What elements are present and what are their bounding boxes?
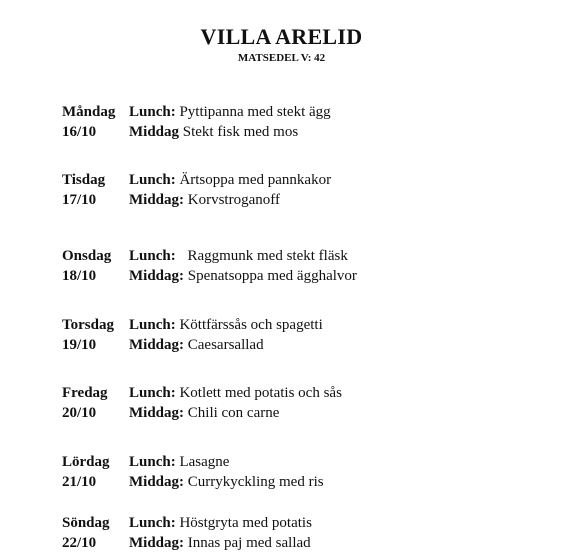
lunch-row: [62, 246, 542, 266]
lunch-label: Lunch:: [129, 454, 176, 470]
day-block-tisdag: [62, 170, 542, 210]
day-name: Onsdag: [62, 248, 112, 264]
lunch-row: [62, 383, 542, 403]
dinner-entry: [129, 533, 311, 553]
lunch-dish: Ärtsoppa med pannkakor: [179, 172, 332, 188]
dinner-dish: Currykyckling med ris: [187, 474, 324, 490]
dinner-dish: Korvstroganoff: [187, 192, 280, 208]
dinner-entry: [129, 266, 357, 286]
dinner-dish: Spenatsoppa med ägghalvor: [187, 268, 357, 284]
lunch-entry: [129, 383, 342, 403]
day-name: Måndag: [62, 104, 116, 120]
dinner-row: [62, 335, 542, 355]
dinner-label: Middag:: [129, 192, 185, 208]
dinner-dish: Caesarsallad: [187, 337, 264, 353]
dinner-entry: [129, 190, 280, 210]
dinner-entry: [129, 472, 324, 492]
day-block-sondag: [62, 513, 542, 553]
dinner-label: Middag:: [129, 474, 185, 490]
lunch-entry: [129, 102, 331, 122]
lunch-label: Lunch:: [129, 104, 176, 120]
lunch-label: Lunch:: [129, 515, 176, 531]
lunch-row: [62, 452, 542, 472]
dinner-entry: [129, 403, 279, 423]
page-subtitle: MATSEDEL V: 42: [237, 52, 326, 64]
lunch-entry: [129, 452, 229, 472]
lunch-label: Lunch:: [129, 248, 176, 264]
day-block-mandag: [62, 102, 542, 142]
dinner-label: Middag:: [129, 268, 185, 284]
dinner-row: [62, 403, 542, 423]
dinner-label: Middag:: [129, 337, 185, 353]
day-name: Lördag: [62, 454, 110, 470]
dinner-row: [62, 472, 542, 492]
dinner-row: [62, 266, 542, 286]
lunch-dish: Kotlett med potatis och sås: [179, 385, 342, 401]
dinner-label: Middag: [129, 124, 180, 140]
dinner-label: Middag:: [129, 535, 185, 551]
lunch-label: Lunch:: [129, 172, 176, 188]
lunch-label: Lunch:: [129, 385, 176, 401]
dinner-label: Middag:: [129, 405, 185, 421]
lunch-dish: Köttfärssås och spagetti: [179, 317, 323, 333]
dinner-row: [62, 533, 542, 553]
lunch-row: [62, 102, 542, 122]
day-date: 17/10: [62, 192, 97, 208]
day-date: 22/10: [62, 535, 97, 551]
dinner-row: [62, 122, 542, 142]
lunch-dish: Höstgryta med potatis: [179, 515, 312, 531]
lunch-entry: [129, 170, 331, 190]
dinner-dish: Stekt fisk med mos: [182, 124, 299, 140]
lunch-row: [62, 315, 542, 335]
dinner-dish: Chili con carne: [187, 405, 280, 421]
page-title: VILLA ARELID: [200, 24, 363, 49]
day-name: Söndag: [62, 515, 110, 531]
day-date: 21/10: [62, 474, 97, 490]
dinner-dish: Innas paj med sallad: [187, 535, 311, 551]
day-block-torsdag: [62, 315, 542, 355]
lunch-dish: Lasagne: [179, 454, 230, 470]
day-name: Fredag: [62, 385, 108, 401]
day-block-fredag: [62, 383, 542, 423]
lunch-dish: Pyttipanna med stekt ägg: [179, 104, 331, 120]
day-date: 19/10: [62, 337, 97, 353]
lunch-row: [62, 513, 542, 533]
day-name: Tisdag: [62, 172, 106, 188]
day-date: 20/10: [62, 405, 97, 421]
dinner-entry: [129, 122, 298, 142]
lunch-entry: [129, 315, 323, 335]
day-name: Torsdag: [62, 317, 114, 333]
lunch-entry: [129, 513, 312, 533]
day-block-onsdag: [62, 246, 542, 286]
day-block-lordag: [62, 452, 542, 492]
lunch-label: Lunch:: [129, 317, 176, 333]
day-date: 16/10: [62, 124, 97, 140]
lunch-entry: [129, 246, 348, 266]
lunch-dish: Raggmunk med stekt fläsk: [187, 248, 348, 264]
dinner-row: [62, 190, 542, 210]
lunch-row: [62, 170, 542, 190]
dinner-entry: [129, 335, 264, 355]
day-date: 18/10: [62, 268, 97, 284]
